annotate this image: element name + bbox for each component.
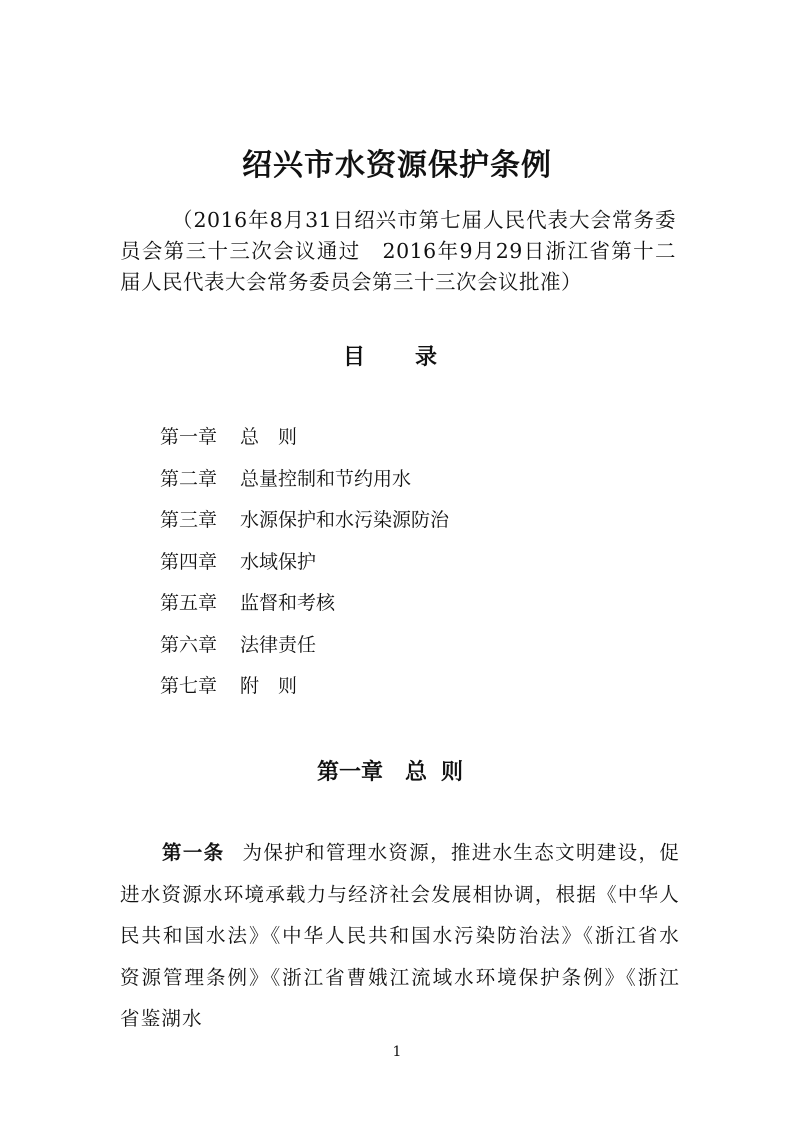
toc-item-title: 附 则 [240, 675, 298, 697]
toc-item [160, 465, 449, 507]
toc-item-title: 水源保护和水污染源防治 [240, 509, 450, 531]
toc-heading: 目 录 [342, 345, 451, 370]
adoption-note: （2016年8月31日绍兴市第七届人民代表大会常务委员会第三十三次会议通过 2016年9月29日浙江省第十二届人民代表大会常务委员会第三十三次会议批准） [120, 208, 676, 294]
article-text: 为保护和管理水资源，推进水生态文明建设，促进水资源水环境承载力与经济社会发展相协调，根据《中华人民共和国水法》《中华人民共和国水污染防治法》《浙江省水资源管理条例》《浙江省曹娥江流域水环境保护条例》《浙江省鉴湖水 [120, 841, 681, 1030]
chapter-number: 第一章 [316, 760, 383, 785]
toc-item-number: 第三章 [160, 509, 218, 531]
document-title: 绍兴市水资源保护条例 [242, 148, 552, 183]
toc-item-title: 水域保护 [240, 550, 317, 573]
chapter-title: 总则 [405, 760, 478, 785]
toc-item-title: 总量控制和节约用水 [240, 467, 412, 490]
article-paragraph [120, 832, 680, 1040]
toc-item [160, 506, 449, 548]
toc-item-number: 第四章 [160, 550, 218, 573]
toc-item-number: 第二章 [160, 467, 218, 490]
toc-item [160, 672, 449, 714]
toc-item-number: 第六章 [160, 633, 218, 656]
article-label: 第一条 [162, 841, 225, 864]
table-of-contents [160, 423, 449, 714]
toc-item [160, 548, 449, 590]
chapter-heading [0, 755, 794, 786]
toc-item-number: 第一章 [160, 426, 218, 448]
toc-item [160, 589, 449, 631]
toc-item-number: 第五章 [160, 592, 218, 614]
toc-item [160, 631, 449, 673]
toc-item [160, 423, 449, 465]
toc-item-number: 第七章 [160, 675, 218, 697]
page-number: 1 [392, 1044, 402, 1060]
toc-item-title: 监督和考核 [240, 592, 336, 614]
toc-item-title: 总 则 [240, 426, 298, 448]
toc-item-title: 法律责任 [240, 633, 317, 656]
